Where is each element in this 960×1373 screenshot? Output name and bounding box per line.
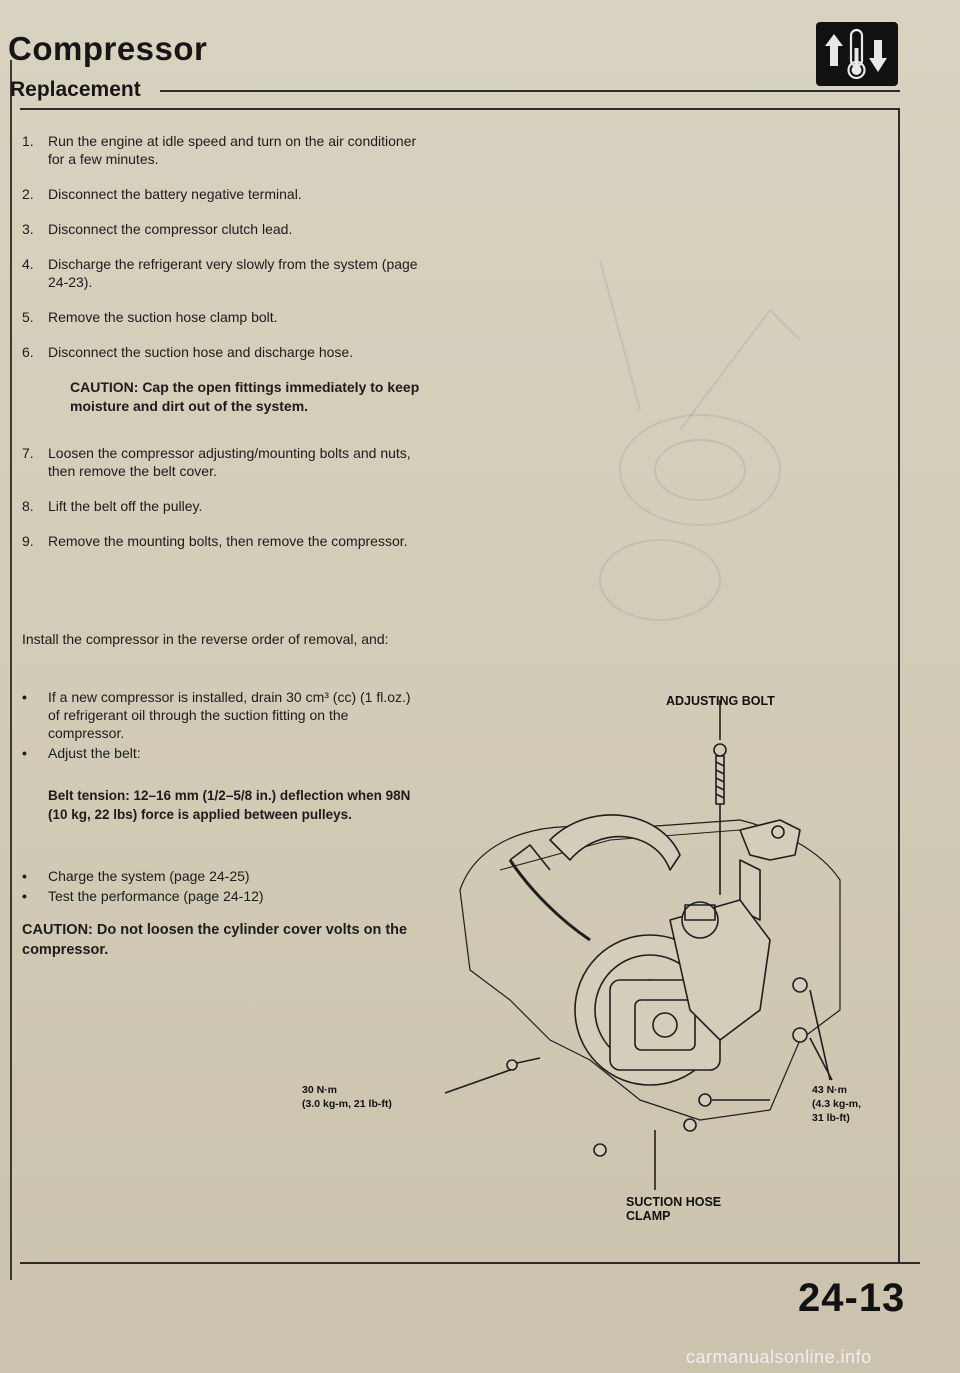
- watermark-text: carmanualsonline.info: [686, 1347, 872, 1367]
- torque-43-units-2: 31 lb-ft): [812, 1112, 850, 1124]
- torque-43-label: [812, 1083, 892, 1125]
- bullet-item: [22, 744, 420, 762]
- suction-label-line-1: SUCTION HOSE: [626, 1195, 722, 1209]
- step-number: 7.: [22, 445, 34, 461]
- bullet-mark: •: [22, 745, 27, 761]
- step-number: 4.: [22, 256, 34, 272]
- belt-tension-spec: Belt tension: 12–16 mm (1/2–5/8 in.) deflection when 98N (10 kg, 22 lbs) force is applied between pulleys.: [48, 788, 411, 822]
- adjusting-bolt-label: ADJUSTING BOLT: [666, 694, 775, 708]
- reverse-page-bleed: [440, 110, 890, 670]
- step-text: Remove the suction hose clamp bolt.: [48, 309, 278, 325]
- bullet-mark: •: [22, 868, 27, 884]
- step-text: Disconnect the battery negative terminal.: [48, 186, 302, 202]
- step-text: Disconnect the suction hose and discharge hose.: [48, 344, 354, 360]
- content-frame-right: [898, 108, 900, 1263]
- left-margin-rule: [10, 60, 12, 1280]
- bullet-mark: •: [22, 689, 27, 705]
- bullet-text: Charge the system (page 24-25): [48, 868, 250, 884]
- bullet-item: [22, 886, 420, 906]
- section-subtitle: Replacement: [10, 78, 141, 101]
- step-number: 8.: [22, 498, 34, 514]
- step-item: [22, 343, 422, 361]
- step-item: [22, 185, 422, 203]
- step-text: Remove the mounting bolts, then remove the compressor.: [48, 533, 408, 549]
- step-item: [22, 132, 422, 168]
- page-number: 24-13: [798, 1276, 906, 1320]
- ac-temperature-arrows-icon: [816, 22, 898, 86]
- caution-cylinder-cover: CAUTION: Do not loosen the cylinder cover volts on the compressor.: [22, 922, 408, 958]
- suction-label-line-2: CLAMP: [626, 1209, 671, 1223]
- install-bullets: [22, 688, 420, 764]
- step-item: [22, 532, 422, 550]
- bullet-item: [22, 688, 420, 742]
- step-text: Loosen the compressor adjusting/mounting bolts and nuts, then remove the belt cover.: [48, 445, 411, 479]
- step-number: 1.: [22, 133, 34, 149]
- bullet-text: Adjust the belt:: [48, 745, 141, 761]
- torque-30-units: (3.0 kg-m, 21 lb-ft): [302, 1098, 392, 1110]
- bullet-mark: •: [22, 888, 27, 904]
- step-number: 5.: [22, 309, 34, 325]
- step-text: Discharge the refrigerant very slowly from the system (page 24-23).: [48, 256, 418, 290]
- torque-30-label: [302, 1083, 442, 1111]
- content-frame-bottom: [20, 1262, 920, 1264]
- step-item: [22, 308, 422, 326]
- step-item: [22, 255, 422, 291]
- step-number: 2.: [22, 186, 34, 202]
- step-text: Disconnect the compressor clutch lead.: [48, 221, 293, 237]
- step-text: Lift the belt off the pulley.: [48, 498, 203, 514]
- bullet-text: Test the performance (page 24-12): [48, 888, 264, 904]
- step-number: 6.: [22, 344, 34, 360]
- install-instructions: Install the compressor in the reverse order of removal, and:: [22, 631, 389, 647]
- step-item: [22, 444, 422, 480]
- step-text: Run the engine at idle speed and turn on the air conditioner for a few minutes.: [48, 133, 417, 167]
- step-item: [22, 497, 422, 515]
- bullet-item: [22, 866, 420, 886]
- subtitle-rule: [160, 90, 900, 92]
- torque-30-value: 30 N·m: [302, 1084, 338, 1096]
- step-item: [22, 220, 422, 238]
- suction-hose-clamp-label: [626, 1195, 766, 1223]
- step-number: 9.: [22, 533, 34, 549]
- page-title: Compressor: [8, 30, 208, 67]
- compressor-illustration: [440, 680, 890, 1240]
- torque-43-value: 43 N·m: [812, 1084, 848, 1096]
- step-number: 3.: [22, 221, 34, 237]
- caution-cap-fittings: CAUTION: Cap the open fittings immediately to keep moisture and dirt out of the system.: [70, 379, 420, 414]
- bullet-text: If a new compressor is installed, drain 30 cm³ (cc) (1 fl.oz.) of refrigerant oil through the suction fitting on the compressor.: [48, 689, 411, 741]
- torque-43-units-1: (4.3 kg-m,: [812, 1098, 862, 1110]
- removal-steps-list: [22, 132, 422, 567]
- install-bullets-2: [22, 866, 420, 906]
